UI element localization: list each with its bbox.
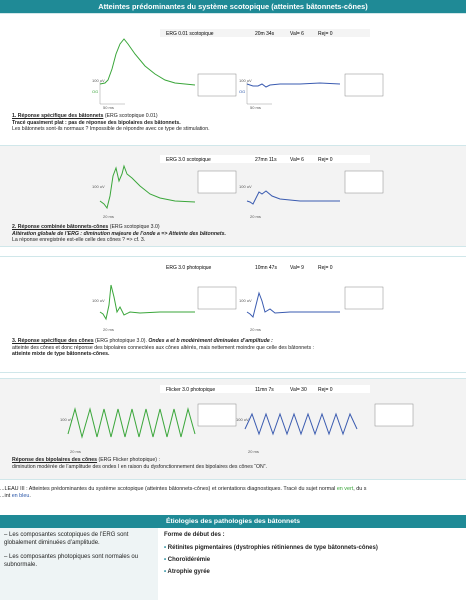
etiology-left: – Les composantes scotopiques de l’ERG sont globalement diminuées d’amplitude. – Les composantes photopiques sont normales ou subnormale.	[0, 528, 158, 600]
svg-text:20 ms: 20 ms	[103, 214, 114, 219]
svg-text:20 ms: 20 ms	[103, 327, 114, 332]
etiology-right: Forme de début des : • Rétinites pigmentaires (dystrophies rétiniennes de type bâtonnets-cônes) • Choroïdérémie • Atrophie gyrée	[164, 532, 378, 575]
section-text: 1. Réponse spécifique des bâtonnets (ERG scotopique 0.01) Tracé quasiment plat : pas de réponse des bipolaires des bâtonnets. Les bâtonnets sont-ils normaux ? Impossible de répondre avec ce type de stimulation.	[12, 113, 210, 133]
svg-text:100 uV: 100 uV	[239, 78, 252, 83]
svg-text:Rej= 0: Rej= 0	[318, 387, 333, 393]
svg-text:20 ms: 20 ms	[250, 327, 261, 332]
svg-text:Val= 30: Val= 30	[290, 387, 307, 393]
svg-text:ERG 3.0 photopique: ERG 3.0 photopique	[166, 265, 212, 271]
svg-text:100 uV: 100 uV	[92, 298, 105, 303]
trace-patient	[247, 83, 340, 87]
svg-text:100 uV: 100 uV	[239, 184, 252, 189]
svg-text:50 ms: 50 ms	[250, 105, 261, 110]
svg-text:OG: OG	[92, 89, 99, 94]
section-combined-response	[0, 145, 466, 247]
erg-time: 20m 34s	[255, 31, 275, 37]
svg-text:Val= 9: Val= 9	[290, 265, 304, 271]
section-cone-response	[0, 256, 466, 373]
svg-text:ERG 3.0 scotopique: ERG 3.0 scotopique	[166, 157, 211, 163]
section-text: 3. Réponse spécifique des cônes (ERG photopique 3.0). Ondes a et b modérément diminuées d’amplitude : atteinte des cônes et donc réponse des bipolaires connectées aux cônes altérés, mais nettement moindre que celle des bâtonnets : atteinte mixte de type bâtonnets-cônes.	[12, 338, 314, 358]
erg-val: Val= 6	[290, 31, 304, 37]
svg-text:11mn 7s: 11mn 7s	[255, 387, 274, 393]
trace-normal	[100, 39, 195, 85]
svg-text:50 ms: 50 ms	[103, 105, 114, 110]
erg-rej: Rej= 0	[318, 31, 333, 37]
erg-chart-3	[0, 257, 466, 337]
svg-text:100 uV: 100 uV	[92, 78, 105, 83]
page-header: Atteintes prédominantes du système scotopique (atteintes bâtonnets-cônes)	[0, 0, 466, 13]
svg-text:OG: OG	[239, 89, 246, 94]
svg-text:20 ms: 20 ms	[70, 449, 81, 454]
erg-label: ERG 0.01 scotopique	[166, 31, 214, 37]
section-text: Réponse des bipolaires des cônes (ERG Flicker photopique) : diminution modérée de l’amplitude des ondes I en raison du dysfonctionnement des bipolaires des cônes “ON”.	[12, 457, 267, 470]
section-text: 2. Réponse combinée bâtonnets-cônes (ERG scotopique 3.0) Altération globale de l’ERG : diminution majeure de l’onde a => Atteinte des bâtonnets. La réponse enregistrée est-elle celle des cônes ? => cf. 3.	[12, 224, 226, 244]
svg-text:10mn 47s: 10mn 47s	[255, 265, 277, 271]
section-rod-response	[0, 13, 466, 159]
svg-text:20 ms: 20 ms	[250, 214, 261, 219]
etiology-header: Étiologies des pathologies des bâtonnets	[0, 515, 466, 528]
svg-text:100 uV: 100 uV	[239, 298, 252, 303]
svg-text:Flicker 3.0 photopique: Flicker 3.0 photopique	[166, 387, 216, 393]
svg-text:100 uV: 100 uV	[236, 417, 249, 422]
section-flicker-response	[0, 378, 466, 480]
svg-text:Val= 6: Val= 6	[290, 157, 304, 163]
svg-text:20 ms: 20 ms	[248, 449, 259, 454]
svg-text:Rej= 0: Rej= 0	[318, 157, 333, 163]
svg-text:100 uV: 100 uV	[60, 417, 73, 422]
svg-text:100 uV: 100 uV	[92, 184, 105, 189]
svg-text:Rej= 0: Rej= 0	[318, 265, 333, 271]
svg-text:27mn 11s: 27mn 11s	[255, 157, 277, 163]
erg-chart-1	[0, 14, 466, 114]
erg-chart-4	[0, 379, 466, 459]
table-caption: ...LEAU III : Atteintes prédominantes du système scotopique (atteintes bâtonnets-cônes) et orientations diagnostiques. Tracé du sujet normal en vert, du s ...int en bleu.	[0, 486, 367, 499]
